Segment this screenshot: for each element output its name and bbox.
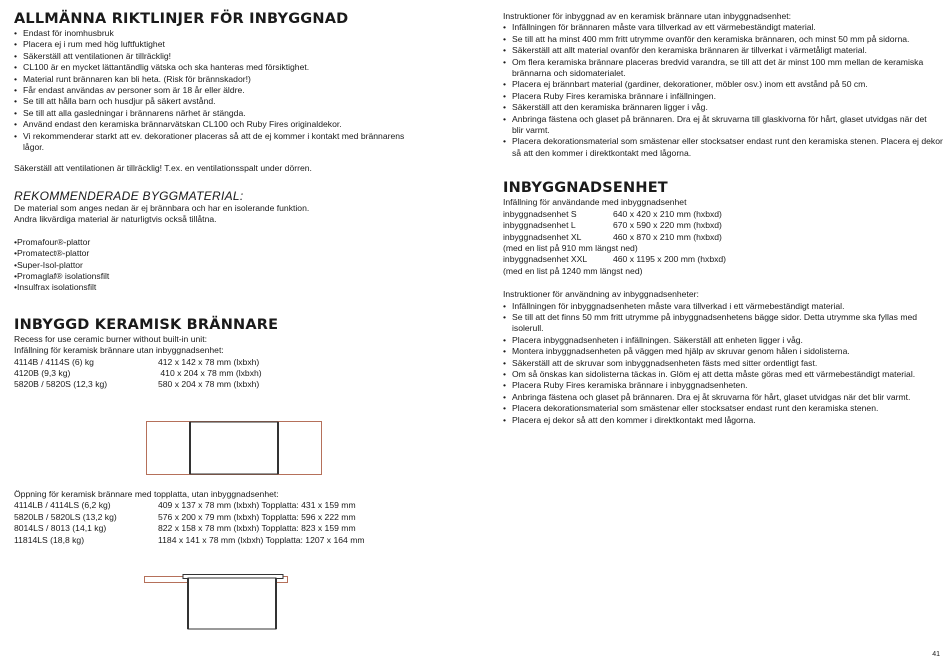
model-cell: inbyggnadsenhet XXL	[503, 254, 588, 265]
usage-instructions-heading: Instruktioner för användning av inbyggnadsenheter:	[503, 289, 699, 300]
dims-cell: 460 x 1195 x 200 mm (hxbxd)	[613, 254, 727, 265]
list-item: • Om flera keramiska brännare placeras bredvid varandra, se till att det är minst 100 mm mellan de keramiska brännarna och sidomaterialet.	[503, 57, 942, 80]
table-row	[14, 368, 262, 379]
topplate-intro: Öppning för keramisk brännare med topplatta, utan inbyggnadsenhet:	[14, 489, 279, 499]
list-item: • Se till att alla gasledningar i brännarens närhet är stängda.	[14, 108, 454, 119]
list-item: • Anbringa fästena och glaset på brännaren. Dra ej åt skruvarna till glaskivorna för hårt, glaset utvidgas när det blir varmt.	[503, 114, 932, 137]
dims-cell: 1184 x 141 x 78 mm (lxbxh) Topplatta: 1207 x 164 mm	[158, 534, 365, 545]
dims-cell: 460 x 870 x 210 mm (hxbxd)	[613, 231, 722, 242]
unit-note: (med en list på 1240 mm längst ned)	[503, 265, 643, 276]
install-instructions-heading: Instruktioner för inbyggnad av en keramisk brännare utan inbyggnadsenhet:	[503, 11, 792, 21]
list-item: •Promatect®-plattor	[14, 248, 90, 259]
model-cell: 11814LS (18,8 kg)	[14, 534, 85, 545]
list-item: • Placera dekorationsmaterial som smästenar eller stocksatser endast runt den keramiska stenen.	[503, 403, 943, 414]
list-item: • Se till att hålla barn och husdjur på säkert avstånd.	[14, 96, 454, 107]
model-cell: inbyggnadsenhet L	[503, 220, 576, 231]
burner-body	[188, 578, 276, 629]
model-cell: inbyggnadsenhet XL	[503, 231, 582, 242]
list-item: •Promafour®-plattor	[14, 236, 91, 247]
list-item: • Får endast användas av personer som är 18 år eller äldre.	[14, 85, 454, 96]
list-item: • Säkerställ att de skruvar som inbyggnadsenheten fästs med sitter ordentligt fast.	[503, 358, 943, 369]
materials-list	[14, 237, 454, 294]
list-item: • Infällningen för brännaren måste vara tillverkad av ett värmebeständigt material.	[503, 22, 943, 33]
topplate-spec-table	[14, 500, 365, 546]
model-cell: 8014LS / 8013 (14,1 kg)	[14, 523, 107, 534]
list-item: • Säkerställ att den keramiska brännaren ligger i våg.	[503, 102, 943, 113]
list-item: • Se till att ha minst 400 mm fritt utrymme ovanför den keramiska brännaren, och minst 50 mm på sidorna.	[503, 34, 927, 45]
list-item: •Super-Isol-plattor	[14, 259, 83, 270]
right-column	[503, 11, 943, 426]
list-item: • Säkerställ att ventilationen är tillräcklig!	[14, 51, 454, 62]
burner-spec-table	[14, 357, 262, 391]
list-item: • Montera inbyggnadsenheten på väggen med hjälp av skruvar genom hålen i sidolisterna.	[503, 346, 943, 357]
table-row	[14, 379, 262, 390]
left-column	[14, 11, 454, 391]
list-item: • Placera Ruby Fires keramiska brännare i inbyggnadsenheten.	[503, 380, 943, 391]
table-row	[503, 209, 722, 220]
burner-line: Recess for use ceramic burner without built-in unit:	[14, 333, 207, 344]
list-item: • Infällningen för inbyggnadsenheten måste vara tillverkad i ett värmebeständigt material.	[503, 301, 943, 312]
list-item: • Placera Ruby Fires keramiska brännare i infällningen.	[503, 91, 943, 102]
dims-cell: 576 x 200 x 79 mm (lxbxh) Topplatta: 596 x 222 mm	[158, 511, 356, 522]
materials-intro: De material som anges nedan är ej brännbara och har en isolerande funktion.	[14, 202, 310, 213]
dims-cell: 640 x 420 x 210 mm (hxbxd)	[613, 208, 722, 219]
usage-instructions-list	[503, 301, 943, 426]
dims-cell: 822 x 158 x 78 mm (lxbxh) Topplatta: 823 x 159 mm	[158, 523, 356, 534]
general-guidelines-list	[14, 28, 454, 153]
model-cell: 4120B (9,3 kg)	[14, 367, 71, 378]
general-guidelines-heading: ALLMÄNNA RIKTLINJER FÖR INBYGGNAD	[14, 11, 349, 27]
unit-spec-table	[503, 209, 722, 243]
list-item: •Promaglaf® isolationsfilt	[14, 270, 110, 281]
list-item: • Om så önskas kan sidolisterna täckas in. Glöm ej att detta måste göras med ett värmebeständigt material.	[503, 369, 922, 380]
list-item: • Anbringa fästena och glaset på brännaren. Dra ej åt skruvarna för hårt, glaset utvidgas när det blir varmt.	[503, 392, 927, 403]
table-row	[14, 523, 365, 534]
list-item: • Placera ej i rum med hög luftfuktighet	[14, 39, 454, 50]
model-cell: inbyggnadsenhet S	[503, 208, 577, 219]
list-item: • Placera ej brännbart material (gardiner, dekorationer, möbler osv.) inom ett avstånd på 50 cm.	[503, 79, 943, 90]
list-item: • Använd endast den keramiska brännarvätskan CL100 och Ruby Fires originaldekor.	[14, 119, 454, 130]
list-item: •Insulfrax isolationsfilt	[14, 282, 97, 293]
table-row	[14, 512, 365, 523]
list-item: • Se till att det finns 50 mm fritt utrymme på inbyggnadsenhetens bägge sidor. Detta utrymme ska fyllas med isolerull.	[503, 312, 944, 335]
topplate-diagram	[144, 574, 288, 630]
table-row	[503, 232, 722, 243]
materials-heading: REKOMMENDERADE BYGGMATERIAL:	[14, 188, 244, 203]
topplate-section	[14, 489, 454, 546]
dims-cell: 670 x 590 x 220 mm (hxbxd)	[613, 220, 722, 231]
materials-intro: Andra likvärdiga material är naturligtvis också tillåtna.	[14, 214, 217, 225]
list-item: • Vi rekommenderar starkt att ev. dekorationer placeras så att de ej kommer i kontakt med brännarens lågor.	[14, 131, 418, 154]
dims-cell: 409 x 137 x 78 mm (lxbxh) Topplatta: 431 x 159 mm	[158, 500, 356, 511]
list-item: • Material runt brännaren kan bli heta. (Risk för brännskador!)	[14, 74, 454, 85]
recess-diagram	[146, 421, 322, 475]
dims-cell: 410 x 204 x 78 mm (lxbxh)	[158, 367, 262, 378]
unit-intro: Infällning för användande med inbyggnadsenhet	[503, 197, 687, 208]
table-row	[14, 535, 365, 546]
list-item: • Säkerställ att allt material ovanför den keramiska brännaren är tillverkat i värmetåligt material.	[503, 45, 943, 56]
install-instructions-list	[503, 22, 943, 159]
list-item: • Endast för inomhusbruk	[14, 28, 454, 39]
list-item: • Placera ej dekor så att den kommer i direktkontakt med lågorna.	[503, 415, 943, 426]
model-cell: 5820B / 5820S (12,3 kg)	[14, 379, 108, 390]
burner-heading: INBYGGD KERAMISK BRÄNNARE	[14, 316, 279, 333]
list-item: • Placera dekorationsmaterial som smästenar eller stocksatser endast runt den keramiska stenen. Placera ej dekor så att den kommer i direktkontakt med lågorna.	[503, 136, 944, 159]
list-item: • CL100 är en mycket lättantändlig vätska och ska hanteras med försiktighet.	[14, 62, 454, 73]
table-row	[503, 220, 722, 231]
page-number: 41	[932, 651, 940, 658]
unit-spec-table-xxl	[503, 254, 726, 265]
list-item: • Placera inbyggnadsenheten i infällningen. Säkerställ att enheten ligger i våg.	[503, 335, 943, 346]
table-row	[503, 254, 726, 265]
model-cell: 5820LB / 5820LS (13,2 kg)	[14, 511, 117, 522]
ventilation-note: Säkerställ att ventilationen är tillräcklig! T.ex. en ventilationsspalt under dörren.	[14, 163, 312, 174]
burner-line: Infällning för keramisk brännare utan inbyggnadsenhet:	[14, 345, 224, 356]
table-row	[14, 500, 365, 511]
unit-heading: INBYGGNADSENHET	[503, 180, 668, 197]
dims-cell: 580 x 204 x 78 mm (lxbxh)	[158, 379, 260, 390]
model-cell: 4114LB / 4114LS (6,2 kg)	[14, 500, 111, 511]
table-row	[14, 357, 262, 368]
dims-cell: 412 x 142 x 78 mm (lxbxh)	[158, 356, 260, 367]
model-cell: 4114B / 4114S (6) kg	[14, 356, 94, 367]
burner-recess	[190, 422, 278, 474]
unit-note: (med en list på 910 mm längst ned)	[503, 242, 638, 253]
